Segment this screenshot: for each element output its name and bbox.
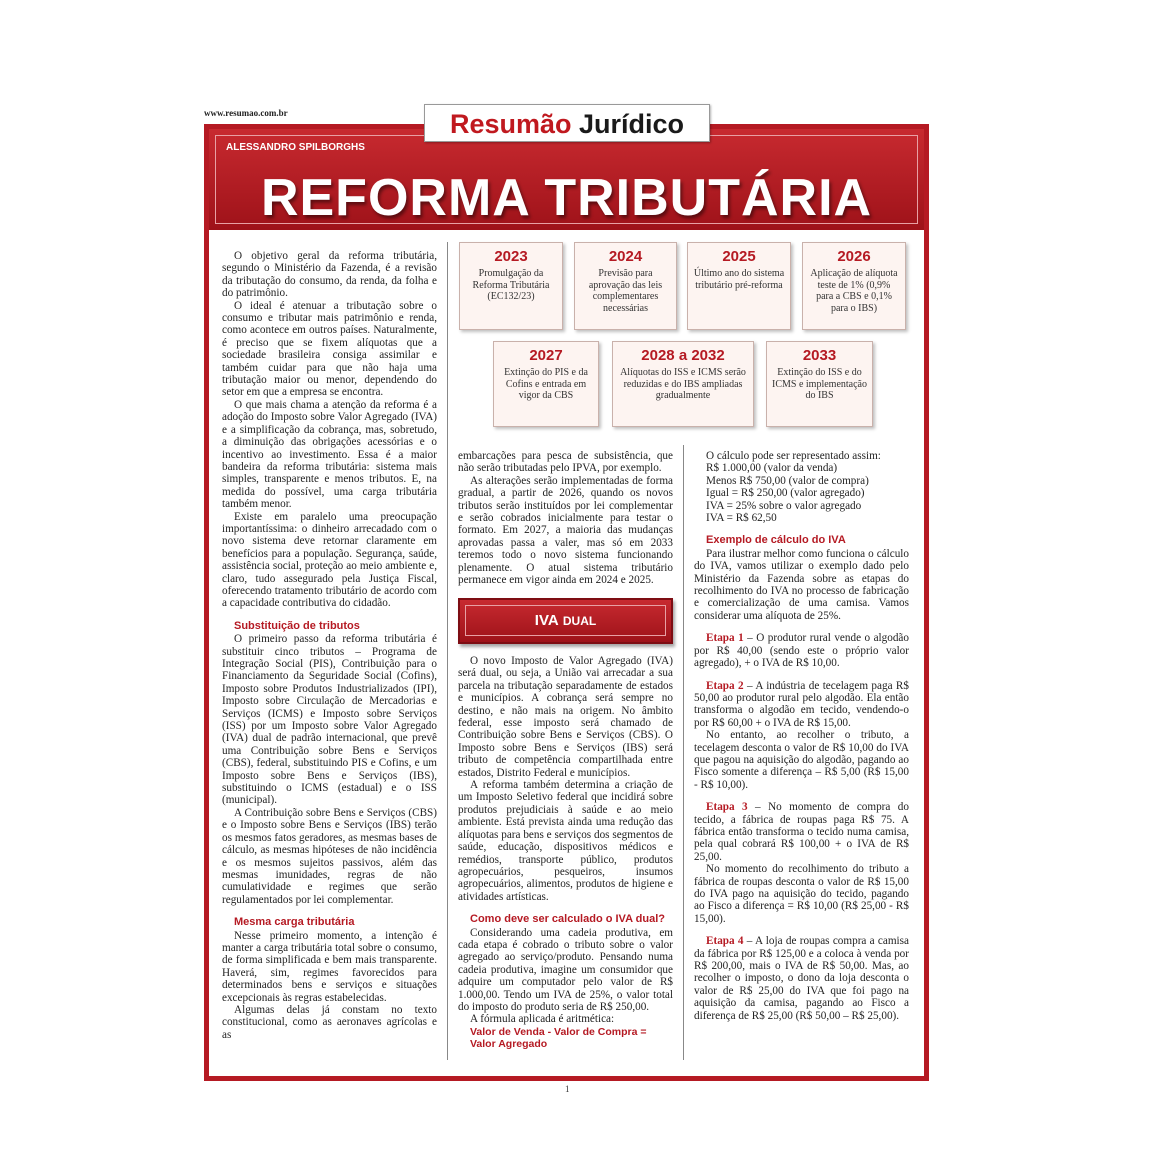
paragraph: A Contribuição sobre Bens e Serviços (CBS) e o Imposto sobre Bens e Serviços (IBS) terão os mesmos fatos geradores, as mesmas bases de cálculo, as mesmas hipóteses de não incidência e os mesmos sujeitos passivos, além das mesmas imunidades, regras de não cumulatividade e regimes que serão regulamentados por lei complementar. — [222, 806, 437, 906]
paragraph: O ideal é atenuar a tributação sobre o consumo e tributar mais patrimônio e renda, como acontece em outros países. Naturalmente, é preciso que se fixem alíquotas que a sociedade brasileira consiga assimilar e também cuidar para que não haja uma tributação maior ou menor, dependendo do setor em que a empresa se encontra. — [222, 299, 437, 399]
paragraph: As alterações serão implementadas de forma gradual, a partir de 2026, quando os novos tributos serão instituídos por lei complementar e serão cobrados inicialmente para testar o formato. Em 2027, a maioria das mudanças aprovadas passa a valer, mas só em 2033 teremos todo o novo sistema funcionando plenamente. O atual sistema tributário permanece em vigor ainda em 2024 e 2025. — [458, 474, 673, 587]
timeline-text: Extinção do PIS e da Cofins e entrada em vigor da CBS — [504, 367, 588, 401]
column-1 — [222, 250, 437, 1041]
column-divider — [447, 242, 448, 1060]
paragraph: O objetivo geral da reforma tributária, segundo o Ministério da Fazenda, é a revisão da tributação do consumo, da renda, da folha e do patrimônio. — [222, 250, 437, 300]
iva-dual-banner — [458, 598, 673, 644]
calc-line: IVA = 25% sobre o valor agregado — [706, 499, 862, 512]
column-divider — [683, 445, 684, 1060]
timeline-box-2024 — [574, 242, 677, 330]
paragraph: A fórmula aplicada é aritmética: — [470, 1013, 615, 1026]
step-2: Etapa 2 – A indústria de tecelagem paga R$ 50,00 ao produtor rural pelo algodão. Ela então transforma o algodão em tecido, vendendo-o por R$ 60,00 + o IVA de R$ 15,00. — [694, 679, 909, 729]
timeline-year: 2023 — [494, 248, 528, 265]
formula-line-1: Valor de Venda - Valor de Compra = — [470, 1025, 647, 1038]
calc-line: Igual = R$ 250,00 (valor agregado) — [706, 487, 865, 500]
banner-sub: DUAL — [562, 614, 597, 628]
paragraph: O cálculo pode ser representado assim: — [706, 450, 881, 462]
timeline-box-2026 — [802, 242, 906, 330]
paragraph: No entanto, ao recolher o tributo, a tecelagem desconta o valor de R$ 10,00 do IVA que pagou na aquisição do algodão, pagando ao Fisco somente a diferença – R$ 5,00 (R$ 15,00 - R$ 10,00). — [694, 729, 909, 791]
timeline-text: Extinção do ISS e do ICMS e implementação do IBS — [772, 367, 867, 401]
column-2-continued — [458, 655, 673, 1051]
paragraph: A reforma também determina a criação de um Imposto Seletivo federal que incidirá sobre produtos prejudiciais à saúde e ao meio ambiente. Está prevista ainda uma redução das alíquotas para bens e serviços dos segmentos de saúde, educação, dispositivos médicos e remédios, transporte público, produtos agropecuários, pesqueiros, insumos agropecuários, alimentos, produtos de higiene e atividades artísticas. — [458, 779, 673, 903]
step-3: Etapa 3 – No momento de compra do tecido, a fábrica de roupas paga R$ 75. A fábrica então transforma o tecido numa camisa, pela qual cobrará R$ 100,00 + o IVA de R$ 25,00. — [694, 801, 909, 863]
brand-part-1: Resumão — [449, 109, 572, 139]
timeline-box-2033 — [766, 341, 873, 427]
paragraph: Algumas delas já constam no texto constitucional, como as aeronaves agrícolas e as — [222, 1003, 437, 1041]
section-heading: Mesma carga tributária — [234, 916, 355, 929]
timeline-box-2027 — [493, 341, 599, 427]
timeline-year: 2027 — [529, 347, 563, 364]
timeline-text: Promulgação da Reforma Tributária (EC132/23) — [472, 268, 550, 302]
timeline-text: Aplicação de alíquota teste de 1% (0,9% para a CBS e 0,1% para o IBS) — [810, 268, 898, 314]
paragraph: O que mais chama a atenção da reforma é a adoção do Imposto sobre Valor Agregado (IVA) e a simplificação da cobrança, mas, sobretudo, a diminuição das obrigações acessórias e o incentivo ao investimento. Essa é a maior bandeira da reforma tributária: sistema mais simples, transparente e menos tributos. E, na medida do possível, uma carga tributária também menor. — [222, 398, 437, 511]
section-heading: Como deve ser calculado o IVA dual? — [470, 913, 665, 926]
timeline-year: 2025 — [722, 248, 756, 265]
timeline-box-2028-2032 — [612, 341, 754, 427]
section-heading: Exemplo de cálculo do IVA — [706, 534, 846, 547]
title-header — [209, 129, 924, 230]
page-number: 1 — [565, 1084, 570, 1094]
timeline-year: 2033 — [802, 347, 837, 364]
timeline-year: 2026 — [837, 248, 871, 265]
paragraph: O primeiro passo da reforma tributária é substituir cinco tributos – Programa de Integração Social (PIS), Contribuição para o Financiamento da Seguridade Social (Cofins), Imposto sobre Produtos Industrializados (IPI), Imposto sobre Circulação de Mercadorias e Serviços (ICMS) e Imposto sobre Serviços (ISS) por um Imposto sobre Valor Agregado (IVA) dual de padrão internacional, que prevê uma Contribuição sobre Bens e Serviços (CBS), federal, substituindo PIS e Cofins, e um Imposto sobre Bens e Serviços (IBS), substituindo o ICMS (estadual) e o ISS (municipal). — [222, 633, 437, 807]
step-4: Etapa 4 – A loja de roupas compra a camisa da fábrica por R$ 125,00 e a coloca à venda por R$ 200,00, mais o IVA de R$ 50,00. Mas, ao recolher o imposto, o dono da loja desconta o valor de R$ 25,00 do IVA que foi pago na aquisição da camisa, pagando ao Fisco a diferença de R$ 25,00 (R$ 50,00 – R$ 25,00). — [694, 935, 909, 1022]
section-heading: Substituição de tributos — [234, 619, 360, 632]
paragraph: O novo Imposto de Valor Agregado (IVA) será dual, ou seja, a União vai arrecadar a sua parcela na tributação separadamente de estados e municípios. A cobrança será sempre no destino, e não mais na origem. No âmbito federal, esse imposto será chamado de Contribuição sobre Bens e Serviços (CBS). O Imposto sobre Bens e Serviços (IBS) será tributo de competência compartilhada entre estados, Distrito Federal e municípios. — [458, 655, 673, 779]
banner-main: IVA — [534, 612, 559, 629]
site-url: www.resumao.com.br — [204, 108, 288, 118]
timeline-box-2025 — [687, 242, 791, 330]
paragraph: embarcações para pesca de subsistência, que não serão tributadas pelo IPVA, por exemplo. — [458, 450, 673, 475]
timeline-text: Último ano do sistema tributário pré-reforma — [693, 268, 785, 291]
timeline-year: 2024 — [608, 248, 643, 265]
brand-part-2: Jurídico — [579, 109, 685, 139]
timeline-text: Alíquotas do ISS e ICMS serão reduzidas e do IBS ampliadas gradualmente — [620, 367, 746, 401]
formula-line-2: Valor Agregado — [470, 1038, 548, 1051]
brand-logo — [424, 104, 710, 142]
column-2 — [458, 450, 673, 586]
paragraph: Nesse primeiro momento, a intenção é manter a carga tributária total sobre o consumo, de forma simplificada e bem mais transparente. Haverá, sim, regimes favorecidos para determinados bens e serviços e situações excepcionais às regras estabelecidas. — [222, 929, 437, 1004]
paragraph: No momento do recolhimento do tributo a fábrica de roupas desconta o valor de R$ 15,00 do IVA pago na aquisição do tecido, pagando ao Fisco a diferença = R$ 10,00 (R$ 25,00 - R$ 15,00). — [694, 863, 909, 925]
timeline-year: 2028 a 2032 — [641, 347, 725, 364]
column-3 — [694, 450, 909, 1022]
calc-line: IVA = R$ 62,50 — [706, 512, 777, 525]
paragraph: Para ilustrar melhor como funciona o cálculo do IVA, vamos utilizar o exemplo dado pelo Ministério da Fazenda sobre as etapas do recolhimento do IVA no processo de fabricação e comercialização de uma camisa. Vamos considerar uma alíquota de 25%. — [694, 547, 909, 622]
calc-line: R$ 1.000,00 (valor da venda) — [706, 462, 838, 475]
step-1: Etapa 1 – O produtor rural vende o algodão por R$ 40,00 (sendo este o próprio valor agregado), + o IVA de R$ 10,00. — [694, 632, 909, 670]
timeline-box-2023 — [459, 242, 563, 330]
page-title: REFORMA TRIBUTÁRIA — [260, 169, 873, 227]
calc-line: Menos R$ 750,00 (valor de compra) — [706, 474, 869, 487]
author-name: ALESSANDRO SPILBORGHS — [226, 142, 365, 153]
paragraph: Considerando uma cadeia produtiva, em cada etapa é cobrado o tributo sobre o valor agregado ao serviço/produto. Pensando numa cadeia produtiva, imagine um consumidor que adquire um computador pelo valor de R$ 1.000,00. Tendo um IVA de 25%, o valor total do imposto do produto seria de R$ 250,00. — [458, 926, 673, 1013]
paragraph: Existe em paralelo uma preocupação importantíssima: o dinheiro arrecadado com o novo sistema deve retornar claramente em benefícios para a população. Segurança, saúde, assistência social, proteção ao meio ambiente e, claro, tudo assegurado pela Justiça Fiscal, oferecendo tratamento tributário de acordo com a capacidade contributiva do cidadão. — [222, 510, 437, 610]
timeline-text: Previsão para aprovação das leis complementares necessárias — [588, 268, 663, 314]
